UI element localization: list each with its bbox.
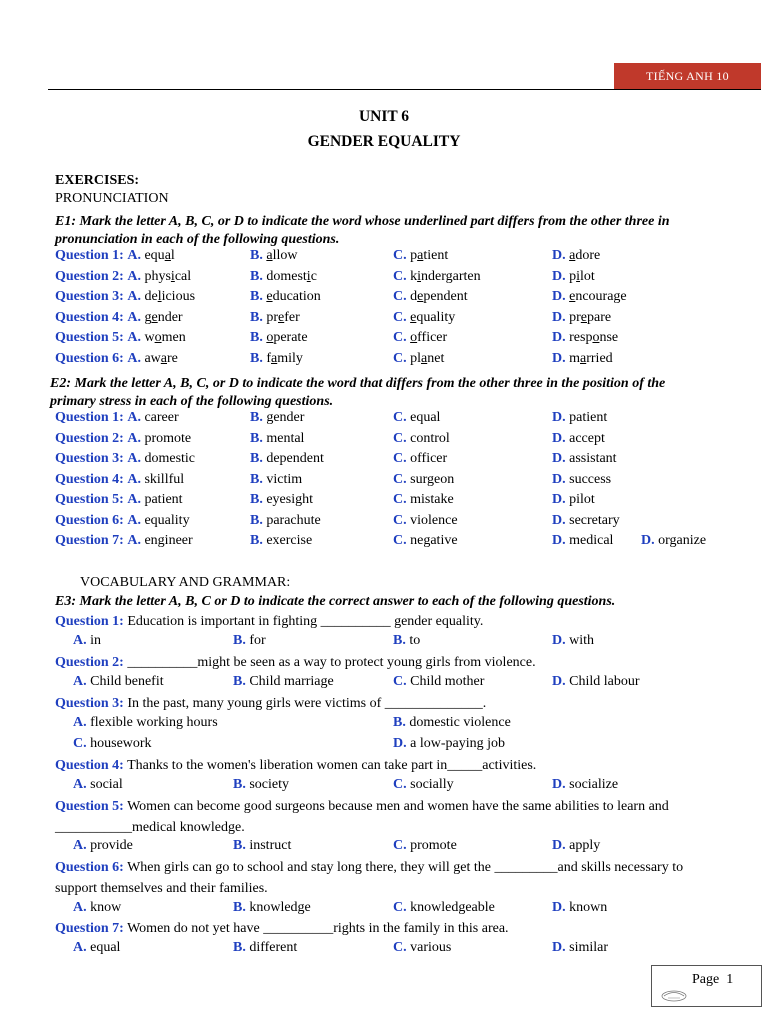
e2-q7-option-b	[250, 533, 312, 549]
question-label: Question 7:	[55, 921, 124, 936]
option-c: C. promote	[393, 838, 457, 853]
e2-q7-option-c	[393, 533, 458, 549]
question-label: Question 3:	[55, 289, 124, 304]
option-a: A. social	[73, 777, 123, 792]
option-word: victim	[266, 471, 303, 487]
option-word: prepare	[569, 309, 612, 325]
e2-q5-option-a	[55, 492, 183, 508]
question-label: Question 1:	[55, 248, 124, 263]
option-letter: B.	[250, 512, 263, 528]
option-letter: B.	[250, 533, 263, 548]
option-letter: D.	[552, 533, 566, 548]
e1-q3-option-d	[552, 289, 627, 305]
option-word: patient	[410, 248, 449, 263]
option-word: dependent	[410, 289, 468, 304]
option-a: A. know	[73, 900, 122, 915]
option-word: organize	[658, 533, 707, 548]
option-letter: A.	[127, 410, 141, 425]
option-b: B. Child marriage	[233, 674, 334, 689]
pronunciation-heading: PRONUNCIATION	[55, 191, 169, 206]
option-word: control	[410, 430, 450, 446]
option-letter: D.	[552, 268, 566, 284]
option-word: women	[144, 330, 186, 345]
option-letter: C.	[393, 492, 407, 507]
option-letter: D.	[552, 309, 566, 325]
option-letter: D.	[552, 350, 566, 366]
question-text: Education is important in fighting __________ gender equality.	[127, 614, 484, 629]
e1-q3-option-c	[393, 289, 468, 305]
question-text-line1: Women can become good surgeons because men and women have the same abilities to learn and	[127, 799, 669, 814]
option-word: patient	[144, 492, 183, 507]
option-word: married	[569, 350, 613, 366]
option-letter: B.	[250, 410, 263, 425]
option-word: domestic	[266, 268, 317, 284]
question-text: Women do not yet have __________rights in the family in this area.	[127, 921, 509, 936]
option-d: D. socialize	[552, 777, 619, 792]
e2-q4-option-c	[393, 472, 454, 488]
option-word: domestic	[144, 451, 196, 466]
e1-q3-option-b	[250, 289, 321, 305]
option-word: physical	[144, 268, 192, 284]
e1-instruction-line2: pronunciation in each of the following questions.	[55, 232, 340, 247]
question-label: Question 1:	[55, 614, 124, 629]
e2-q1-option-c	[393, 410, 440, 426]
e2-q6-option-d	[552, 513, 620, 529]
option-letter: B.	[250, 289, 263, 304]
option-word: negative	[410, 533, 458, 548]
option-letter: B.	[250, 309, 263, 325]
question-text: __________might be seen as a way to protect young girls from violence.	[127, 655, 536, 670]
option-d: D. Child labour	[552, 674, 640, 689]
option-word: adore	[569, 248, 601, 263]
option-word: gender	[266, 410, 305, 425]
vocab-heading: VOCABULARY AND GRAMMAR:	[80, 575, 291, 590]
e3-question-2	[55, 653, 536, 672]
option-letter: D.	[641, 533, 655, 548]
option-letter: A.	[127, 492, 141, 507]
option-letter: C.	[393, 248, 407, 263]
e2-q6-option-a	[55, 513, 190, 529]
e2-q7-option-a	[55, 533, 193, 549]
option-c: C. knowledgeable	[393, 900, 495, 915]
e1-q6-option-c	[393, 351, 444, 367]
option-b: B. instruct	[233, 838, 292, 853]
e1-q2-option-c	[393, 269, 481, 285]
option-letter: C.	[393, 330, 407, 345]
option-word: gender	[144, 309, 183, 325]
question-text: Thanks to the women's liberation women can take part in_____activities.	[127, 758, 537, 773]
option-word: officer	[410, 330, 448, 345]
option-word: eyesight	[266, 492, 313, 507]
e2-instruction-line1: E2: Mark the letter A, B, C, or D to indicate the word that differs from the other three in the position of the	[50, 376, 666, 391]
option-letter: D.	[552, 451, 566, 466]
header-divider	[48, 89, 761, 90]
option-letter: A.	[127, 350, 141, 366]
option-word: medical	[569, 533, 614, 548]
option-b: B. knowledge	[233, 900, 311, 915]
e2-q1-option-a	[55, 410, 179, 426]
option-letter: C.	[393, 350, 407, 366]
e3-instruction: E3: Mark the letter A, B, C or D to indicate the correct answer to each of the following questions.	[55, 594, 616, 609]
e2-q4-option-d	[552, 472, 611, 488]
option-a: A. provide	[73, 838, 133, 853]
e2-q2-option-c	[393, 431, 450, 447]
option-word: kindergarten	[410, 268, 481, 284]
option-word: assistant	[569, 451, 617, 466]
e2-instruction-line2: primary stress in each of the following questions.	[50, 394, 334, 409]
e2-q3-option-c	[393, 451, 447, 467]
option-word: mistake	[410, 492, 454, 507]
option-a: A. Child benefit	[73, 674, 164, 689]
e2-q6-option-b	[250, 513, 321, 529]
option-c: C. Child mother	[393, 674, 485, 689]
option-letter: C.	[393, 471, 407, 487]
option-word: operate	[266, 330, 308, 345]
option-c: B. to	[393, 633, 421, 648]
option-word: accept	[569, 430, 605, 446]
option-d: D. with	[552, 633, 595, 648]
question-label: Question 1:	[55, 410, 124, 425]
option-letter: D.	[552, 430, 566, 446]
e1-q3-option-a	[55, 289, 195, 305]
option-c: C. various	[393, 940, 452, 955]
option-letter: C.	[393, 410, 407, 425]
subject-tag: TIẾNG ANH 10	[614, 63, 761, 90]
question-label: Question 3:	[55, 451, 124, 466]
option-word: promote	[144, 430, 192, 446]
e3-question-4	[55, 756, 536, 775]
option-letter: C.	[393, 289, 407, 304]
option-word: patient	[569, 410, 608, 425]
e2-q3-option-d	[552, 451, 617, 467]
option-b: B. society	[233, 777, 289, 792]
option-letter: B.	[250, 268, 263, 284]
e1-q5-option-d	[552, 330, 618, 346]
option-word: secretary	[569, 512, 620, 528]
option-letter: C.	[393, 451, 407, 466]
question-text-line1: When girls can go to school and stay long there, they will get the _________and skills necessary to	[127, 860, 684, 875]
question-label: Question 6:	[55, 860, 124, 875]
option-word: career	[144, 410, 179, 425]
option-letter: A.	[127, 289, 141, 304]
option-word: education	[266, 289, 321, 304]
option-letter: A.	[127, 533, 141, 548]
option-word: engineer	[144, 533, 193, 548]
option-letter: A.	[127, 309, 141, 325]
question-label: Question 2:	[55, 268, 124, 284]
e1-q4-option-c	[393, 310, 455, 326]
question-text-line2: ___________medical knowledge.	[55, 820, 245, 835]
e2-q4-option-a	[55, 472, 184, 488]
option-word: equal	[410, 410, 441, 425]
option-letter: A.	[127, 430, 141, 446]
question-label: Question 5:	[55, 492, 124, 507]
option-word: officer	[410, 451, 448, 466]
question-text: In the past, many young girls were victims of ______________.	[127, 696, 487, 711]
option-word: mental	[266, 430, 305, 446]
e2-q5-option-c	[393, 492, 454, 508]
option-word: delicious	[144, 289, 196, 304]
option-d: D. a low-paying job	[393, 736, 505, 751]
option-letter: A.	[127, 471, 141, 487]
question-label: Question 2:	[55, 430, 124, 446]
e1-q5-option-c	[393, 330, 447, 346]
option-word: dependent	[266, 451, 324, 466]
e2-q2-option-d	[552, 431, 605, 447]
question-label: Question 6:	[55, 512, 124, 528]
option-word: exercise	[266, 533, 313, 548]
e1-q5-option-a	[55, 330, 186, 346]
e2-q1-option-b	[250, 410, 304, 426]
question-label: Question 4:	[55, 758, 124, 773]
question-label: Question 3:	[55, 696, 124, 711]
e2-q5-option-b	[250, 492, 313, 508]
e1-q1-option-c	[393, 248, 448, 264]
e3-question-3	[55, 694, 486, 713]
option-word: response	[569, 330, 619, 345]
option-letter: C.	[393, 512, 407, 528]
option-letter: A.	[127, 248, 141, 263]
e2-q2-option-b	[250, 431, 304, 447]
e1-q2-option-a	[55, 269, 191, 285]
option-d: D. similar	[552, 940, 609, 955]
e2-q4-option-b	[250, 472, 302, 488]
option-letter: D.	[552, 492, 566, 507]
option-word: pilot	[569, 268, 595, 284]
e1-q4-option-b	[250, 310, 300, 326]
option-word: equality	[410, 309, 456, 325]
exercises-heading: EXERCISES:	[55, 173, 140, 188]
option-letter: D.	[552, 512, 566, 528]
e3-question-7	[55, 919, 509, 938]
question-label: Question 7:	[55, 533, 124, 548]
option-word: pilot	[569, 492, 595, 507]
question-label: Question 2:	[55, 655, 124, 670]
option-letter: C.	[393, 533, 407, 548]
option-d: D. known	[552, 900, 608, 915]
option-letter: D.	[552, 289, 566, 304]
e2-q3-option-a	[55, 451, 195, 467]
option-c: C. socially	[393, 777, 454, 792]
e3-question-1	[55, 612, 483, 631]
option-letter: A.	[127, 451, 141, 466]
e1-q1-option-d	[552, 248, 600, 264]
option-letter: D.	[552, 471, 566, 487]
e1-q6-option-b	[250, 351, 303, 367]
option-letter: B.	[250, 451, 263, 466]
question-label: Question 4:	[55, 309, 124, 325]
option-letter: D.	[552, 410, 566, 425]
e1-q6-option-a	[55, 351, 178, 367]
option-word: aware	[144, 350, 178, 366]
option-letter: A.	[127, 268, 141, 284]
option-word: surgeon	[410, 471, 455, 487]
e2-q6-option-c	[393, 513, 458, 529]
option-letter: A.	[127, 330, 141, 345]
option-letter: D.	[552, 330, 566, 345]
option-letter: C.	[393, 268, 407, 284]
option-letter: B.	[250, 330, 263, 345]
option-word: allow	[266, 248, 298, 263]
option-letter: B.	[250, 471, 263, 487]
option-letter: B.	[250, 430, 263, 446]
option-a: A. flexible working hours	[73, 715, 218, 730]
option-word: planet	[410, 350, 445, 366]
question-label: Question 5:	[55, 330, 124, 345]
e1-q5-option-b	[250, 330, 308, 346]
option-letter: C.	[393, 309, 407, 325]
e1-q2-option-d	[552, 269, 595, 285]
option-word: equality	[144, 512, 190, 528]
option-letter: C.	[393, 430, 407, 446]
option-word: prefer	[266, 309, 300, 325]
e2-q3-option-b	[250, 451, 324, 467]
question-label: Question 5:	[55, 799, 124, 814]
option-word: skillful	[144, 471, 185, 487]
option-c: C. housework	[73, 736, 152, 751]
e1-q4-option-a	[55, 310, 183, 326]
option-word: violence	[410, 512, 458, 528]
option-letter: B.	[250, 350, 263, 366]
option-letter: A.	[127, 512, 141, 528]
e3-question-6	[55, 857, 741, 878]
option-word: encourage	[569, 289, 627, 304]
option-d: D. apply	[552, 838, 601, 853]
e2-q1-option-d	[552, 410, 607, 426]
e2-q7-option-d	[552, 533, 613, 549]
page-number: Page 1	[692, 972, 734, 987]
option-word: parachute	[266, 512, 321, 528]
option-letter: B.	[250, 492, 263, 507]
footer-ornament-icon	[660, 988, 688, 1007]
question-label: Question 4:	[55, 471, 124, 487]
unit-title: UNIT 6	[358, 108, 410, 125]
e1-q1-option-a	[55, 248, 175, 264]
e1-q2-option-b	[250, 269, 317, 285]
topic-title: GENDER EQUALITY	[307, 133, 461, 150]
option-a: A. in	[73, 633, 102, 648]
question-label: Question 6:	[55, 350, 124, 366]
e1-instruction-line1: E1: Mark the letter A, B, C, or D to indicate the word whose underlined part differs from the other three in	[55, 214, 670, 229]
question-text-line2: support themselves and their families.	[55, 881, 268, 896]
e1-q4-option-d	[552, 310, 611, 326]
option-letter: D.	[552, 248, 566, 263]
page-number-box	[651, 965, 762, 1007]
e2-q2-option-a	[55, 431, 191, 447]
option-word: success	[569, 471, 612, 487]
e1-q1-option-b	[250, 248, 297, 264]
option-word: family	[266, 350, 303, 366]
e2-q7-option-d2	[641, 533, 706, 549]
option-a: A. equal	[73, 940, 121, 955]
option-b: B. for	[233, 633, 266, 648]
option-b: B. different	[233, 940, 298, 955]
e3-question-5	[55, 796, 741, 817]
e2-q5-option-d	[552, 492, 595, 508]
option-b: B. domestic violence	[393, 715, 511, 730]
option-letter: B.	[250, 248, 263, 263]
option-word: equal	[144, 248, 175, 263]
e1-q6-option-d	[552, 351, 613, 367]
